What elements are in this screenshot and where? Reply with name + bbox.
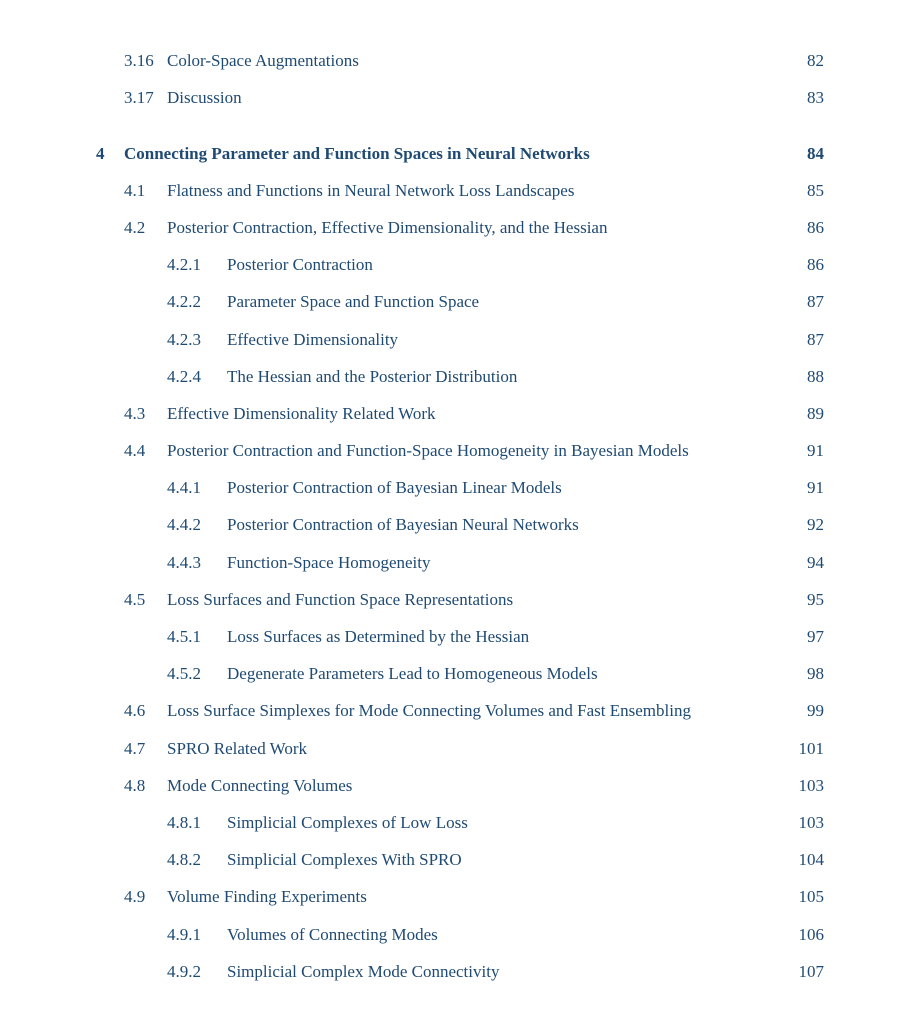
subsection-title[interactable]: Volumes of Connecting Modes	[227, 923, 442, 947]
toc-subentry[interactable]	[0, 625, 902, 649]
subsection-number: 4.2.1	[167, 255, 201, 274]
section-number: 4.1	[124, 181, 146, 200]
page-number[interactable]: 83	[801, 86, 824, 110]
section-title[interactable]: Volume Finding Experiments	[167, 885, 371, 909]
subsection-title[interactable]: Simplicial Complex Mode Connectivity	[227, 960, 503, 984]
subsection-number: 4.5.2	[167, 664, 201, 683]
page-number[interactable]: 86	[801, 253, 824, 277]
toc-entry[interactable]	[0, 402, 902, 426]
section-title[interactable]: Color-Space Augmentations	[167, 49, 363, 73]
subsection-number: 4.9.1	[167, 925, 201, 944]
page-number[interactable]: 105	[793, 885, 825, 909]
page-number[interactable]: 98	[801, 662, 824, 686]
page-number[interactable]: 92	[801, 513, 824, 537]
section-title[interactable]: Posterior Contraction, Effective Dimensionality, and the Hessian	[167, 216, 611, 240]
page-number[interactable]: 91	[801, 476, 824, 500]
subsection-title[interactable]: Loss Surfaces as Determined by the Hessian	[227, 625, 533, 649]
subsection-number: 4.8.1	[167, 813, 201, 832]
toc-entry[interactable]	[0, 588, 902, 612]
section-number: 4.5	[124, 590, 146, 609]
toc-subentry[interactable]	[0, 476, 902, 500]
toc-entry[interactable]	[0, 737, 902, 761]
section-number: 4.2	[124, 218, 146, 237]
section-title[interactable]: SPRO Related Work	[167, 737, 311, 761]
page-number[interactable]: 104	[793, 848, 825, 872]
page-number[interactable]: 88	[801, 365, 824, 389]
toc-chapter-entry[interactable]	[0, 142, 902, 166]
page-number[interactable]: 103	[793, 774, 825, 798]
toc-subentry[interactable]	[0, 960, 902, 984]
toc-subentry[interactable]	[0, 513, 902, 537]
section-title[interactable]: Loss Surfaces and Function Space Representations	[167, 588, 517, 612]
page-number[interactable]: 103	[793, 811, 825, 835]
subsection-number: 4.9.2	[167, 962, 201, 981]
section-title[interactable]: Discussion	[167, 86, 246, 110]
page-number[interactable]: 97	[801, 625, 824, 649]
subsection-title[interactable]: Posterior Contraction	[227, 253, 377, 277]
toc-entry[interactable]	[0, 774, 902, 798]
page-number[interactable]: 82	[801, 49, 824, 73]
page-number[interactable]: 95	[801, 588, 824, 612]
subsection-title[interactable]: Simplicial Complexes of Low Loss	[227, 811, 472, 835]
page-number[interactable]: 86	[801, 216, 824, 240]
page-number[interactable]: 107	[793, 960, 825, 984]
section-number: 4.3	[124, 404, 146, 423]
subsection-number: 4.8.2	[167, 850, 201, 869]
toc-entry[interactable]	[0, 699, 902, 723]
subsection-title[interactable]: Posterior Contraction of Bayesian Linear Models	[227, 476, 566, 500]
section-title[interactable]: Posterior Contraction and Function-Space Homogeneity in Bayesian Models	[167, 439, 693, 463]
subsection-number: 4.2.3	[167, 330, 201, 349]
page-number[interactable]: 91	[801, 439, 824, 463]
toc-subentry[interactable]	[0, 253, 902, 277]
section-title[interactable]: Mode Connecting Volumes	[167, 774, 356, 798]
section-number: 4.8	[124, 776, 146, 795]
chapter-number: 4	[96, 144, 105, 163]
toc-subentry[interactable]	[0, 923, 902, 947]
subsection-number: 4.2.2	[167, 292, 201, 311]
subsection-title[interactable]: Simplicial Complexes With SPRO	[227, 848, 466, 872]
toc-entry[interactable]	[0, 86, 902, 110]
toc-subentry[interactable]	[0, 662, 902, 686]
section-number: 3.16	[124, 51, 154, 70]
subsection-number: 4.4.3	[167, 553, 201, 572]
page-number[interactable]: 106	[793, 923, 825, 947]
section-title[interactable]: Effective Dimensionality Related Work	[167, 402, 440, 426]
toc-entry[interactable]	[0, 216, 902, 240]
subsection-number: 4.5.1	[167, 627, 201, 646]
section-number: 3.17	[124, 88, 154, 107]
page-number[interactable]: 89	[801, 402, 824, 426]
subsection-number: 4.4.1	[167, 478, 201, 497]
toc-subentry[interactable]	[0, 328, 902, 352]
page-number[interactable]: 85	[801, 179, 824, 203]
section-number: 4.9	[124, 887, 146, 906]
section-number: 4.4	[124, 441, 146, 460]
subsection-title[interactable]: Function-Space Homogeneity	[227, 551, 435, 575]
toc-entry[interactable]	[0, 439, 902, 463]
section-number: 4.7	[124, 739, 146, 758]
subsection-number: 4.4.2	[167, 515, 201, 534]
subsection-title[interactable]: Degenerate Parameters Lead to Homogeneous Models	[227, 662, 602, 686]
subsection-title[interactable]: Parameter Space and Function Space	[227, 290, 483, 314]
subsection-number: 4.2.4	[167, 367, 201, 386]
subsection-title[interactable]: Posterior Contraction of Bayesian Neural Networks	[227, 513, 583, 537]
chapter-title[interactable]: Connecting Parameter and Function Spaces in Neural Networks	[124, 142, 594, 166]
page-number[interactable]: 87	[801, 290, 824, 314]
subsection-title[interactable]: The Hessian and the Posterior Distribution	[227, 365, 521, 389]
section-number: 4.6	[124, 701, 146, 720]
toc-entry[interactable]	[0, 885, 902, 909]
toc-entry[interactable]	[0, 179, 902, 203]
page-number[interactable]: 99	[801, 699, 824, 723]
page-number[interactable]: 101	[793, 737, 825, 761]
toc-subentry[interactable]	[0, 551, 902, 575]
section-title[interactable]: Flatness and Functions in Neural Network Loss Landscapes	[167, 179, 578, 203]
subsection-title[interactable]: Effective Dimensionality	[227, 328, 402, 352]
toc-subentry[interactable]	[0, 290, 902, 314]
toc-subentry[interactable]	[0, 848, 902, 872]
page-number[interactable]: 87	[801, 328, 824, 352]
section-title[interactable]: Loss Surface Simplexes for Mode Connecting Volumes and Fast Ensembling	[167, 699, 695, 723]
page-number[interactable]: 84	[801, 142, 824, 166]
toc-entry[interactable]	[0, 49, 902, 73]
toc-subentry[interactable]	[0, 365, 902, 389]
page-number[interactable]: 94	[801, 551, 824, 575]
toc-subentry[interactable]	[0, 811, 902, 835]
